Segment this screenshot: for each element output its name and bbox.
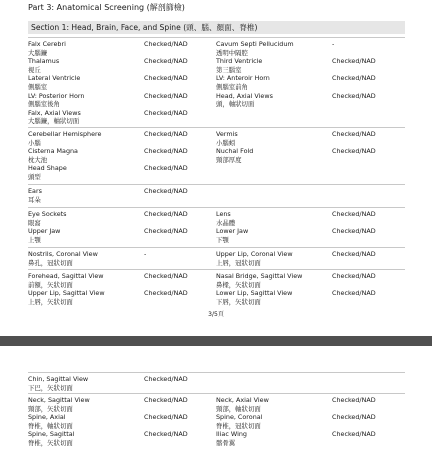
item-name-left: 鼻孔，冠狀切面 [28, 258, 73, 267]
item-name-right: 下唇，矢狀切面 [216, 297, 261, 306]
item-status-right: Checked/NAD [332, 227, 376, 236]
table-row-group [28, 207, 405, 245]
item-name-right: Nuchal Fold [216, 147, 254, 156]
part-title: Part 3: Anatomical Screening (解剖篩檢) [28, 3, 185, 12]
item-name-left: 側腦室 [28, 83, 48, 91]
item-name-left: 大腦鐮，軸狀切面 [28, 117, 80, 126]
item-name-right: Lower Lip, Sagittal View [216, 289, 293, 298]
item-name-left: Thalamus [28, 57, 60, 66]
item-name-right: 小腦蚓 [216, 138, 236, 147]
item-name-right: Lens [216, 210, 231, 218]
item-status-left: Checked/NAD [144, 74, 188, 83]
item-name-left: LV: Posterior Horn [28, 91, 85, 100]
table-row-group [28, 247, 405, 268]
item-status-left: Checked/NAD [144, 227, 188, 236]
table-row-group [28, 37, 405, 127]
item-status-right: Checked/NAD [332, 91, 376, 100]
item-name-right: Third Ventricle [216, 57, 263, 66]
item-name-left: 前額，矢狀切面 [28, 280, 73, 289]
item-name-left: Chin, Sagittal View [28, 375, 89, 383]
section-header: Section 1: Head, Brain, Face, and Spine (頭、腦、顏面、脊椎) [28, 21, 405, 34]
page-number: 3/5頁 [208, 311, 224, 318]
item-name-left: 脊椎，軸狀切面 [28, 421, 73, 430]
item-name-right: Vermis [216, 130, 238, 138]
item-name-left: Eye Sockets [28, 210, 67, 218]
item-status-left: Checked/NAD [144, 108, 188, 117]
item-name-left: 下巴，矢狀切面 [28, 383, 73, 392]
item-name-right: 側腦室前角 [216, 83, 248, 91]
table-row-group [28, 127, 405, 183]
item-name-left: Upper Lip, Sagittal View [28, 289, 105, 298]
item-status-left: Checked/NAD [144, 375, 188, 383]
item-name-right: 脊椎，冠狀切面 [216, 421, 261, 430]
item-status-left: Checked/NAD [144, 164, 188, 173]
item-name-right: Lower Jaw [216, 227, 249, 236]
item-name-left: 耳朵 [28, 195, 41, 204]
item-name-left: Nostrils, Coronal View [28, 250, 98, 258]
item-name-right: Cavum Septi Pellucidum [216, 40, 294, 48]
item-status-right: Checked/NAD [332, 413, 376, 422]
item-status-right: Checked/NAD [332, 396, 376, 404]
item-status-left: Checked/NAD [144, 272, 188, 280]
report-page-4 [0, 368, 432, 450]
item-name-left: 側腦室後角 [28, 100, 60, 109]
item-name-left: Spine, Sagittal [28, 430, 75, 439]
item-status-right: Checked/NAD [332, 74, 376, 83]
item-name-right: 透明中隔腔 [216, 48, 248, 57]
item-name-left: 上唇，矢狀切面 [28, 297, 73, 306]
item-name-right: Nasal Bridge, Sagittal View [216, 272, 303, 280]
item-name-left: Spine, Axial [28, 413, 66, 422]
table-row-group [28, 184, 405, 205]
item-name-left: Falx, Axial Views [28, 108, 81, 117]
item-status-right: Checked/NAD [332, 289, 376, 298]
item-name-left: Ears [28, 187, 42, 195]
item-name-left: 枕大池 [28, 155, 48, 164]
item-name-left: Forehead, Sagittal View [28, 272, 104, 280]
item-name-left: Lateral Ventricle [28, 74, 81, 83]
item-status-right: Checked/NAD [332, 250, 376, 258]
item-name-right: LV: Anteroir Horn [216, 74, 270, 83]
item-name-right: 下顎 [216, 235, 229, 244]
item-name-right: 上唇，冠狀切面 [216, 258, 261, 267]
item-name-left: Cisterna Magna [28, 147, 78, 156]
item-status-left: Checked/NAD [144, 130, 188, 138]
item-name-left: 視丘 [28, 65, 41, 74]
item-name-left: Falx Cerebri [28, 40, 66, 48]
item-status-left: Checked/NAD [144, 289, 188, 298]
item-name-left: 大腦鐮 [28, 48, 48, 57]
table-row-group [28, 393, 405, 449]
item-name-left: 頭型 [28, 173, 41, 181]
item-status-left: Checked/NAD [144, 430, 188, 439]
item-name-left: Upper Jaw [28, 227, 61, 236]
item-name-right: 頸部，軸狀切面 [216, 404, 261, 413]
item-name-right: Head, Axial Views [216, 91, 273, 100]
item-status-right: Checked/NAD [332, 130, 376, 138]
item-name-left: 脊椎，矢狀切面 [28, 439, 73, 447]
item-status-right: Checked/NAD [332, 57, 376, 66]
table-row-group [28, 269, 405, 307]
item-status-left: Checked/NAD [144, 91, 188, 100]
item-status-left: Checked/NAD [144, 40, 188, 48]
item-name-right: 水晶體 [216, 218, 236, 227]
item-name-left: 上顎 [28, 235, 41, 244]
item-name-left: 頸部，矢狀切面 [28, 404, 73, 413]
item-status-right: Checked/NAD [332, 147, 376, 156]
item-name-left: Neck, Sagittal View [28, 396, 90, 404]
item-name-right: 髂骨翼 [216, 439, 236, 447]
item-name-right: 頭，軸狀切面 [216, 100, 255, 109]
item-status-left: Checked/NAD [144, 413, 188, 422]
page-separator-bar [0, 336, 432, 346]
item-status-left: Checked/NAD [144, 396, 188, 404]
item-name-right: Upper Lip, Coronal View [216, 250, 293, 258]
item-name-left: 小腦 [28, 138, 41, 147]
item-name-right: 頸部厚度 [216, 155, 242, 164]
item-name-right: Iliac Wing [216, 430, 247, 439]
item-name-right: 鼻樑，矢狀切面 [216, 280, 261, 289]
item-status-right: Checked/NAD [332, 210, 376, 218]
item-status-left: Checked/NAD [144, 147, 188, 156]
item-name-left: Cerebellar Hemisphere [28, 130, 102, 138]
item-status-right: Checked/NAD [332, 430, 376, 439]
item-name-left: 眼窩 [28, 218, 41, 227]
item-status-left: Checked/NAD [144, 210, 188, 218]
item-status-left: Checked/NAD [144, 187, 188, 195]
item-status-right: - [332, 40, 335, 48]
table-row-group [28, 372, 405, 393]
item-status-right: Checked/NAD [332, 272, 376, 280]
item-status-left: - [144, 250, 147, 258]
item-status-left: Checked/NAD [144, 57, 188, 66]
item-name-right: 第三腦室 [216, 65, 242, 74]
item-name-right: Neck, Axial View [216, 396, 269, 404]
item-name-left: Head Shape [28, 164, 67, 173]
item-name-right: Spine, Coronal [216, 413, 263, 422]
